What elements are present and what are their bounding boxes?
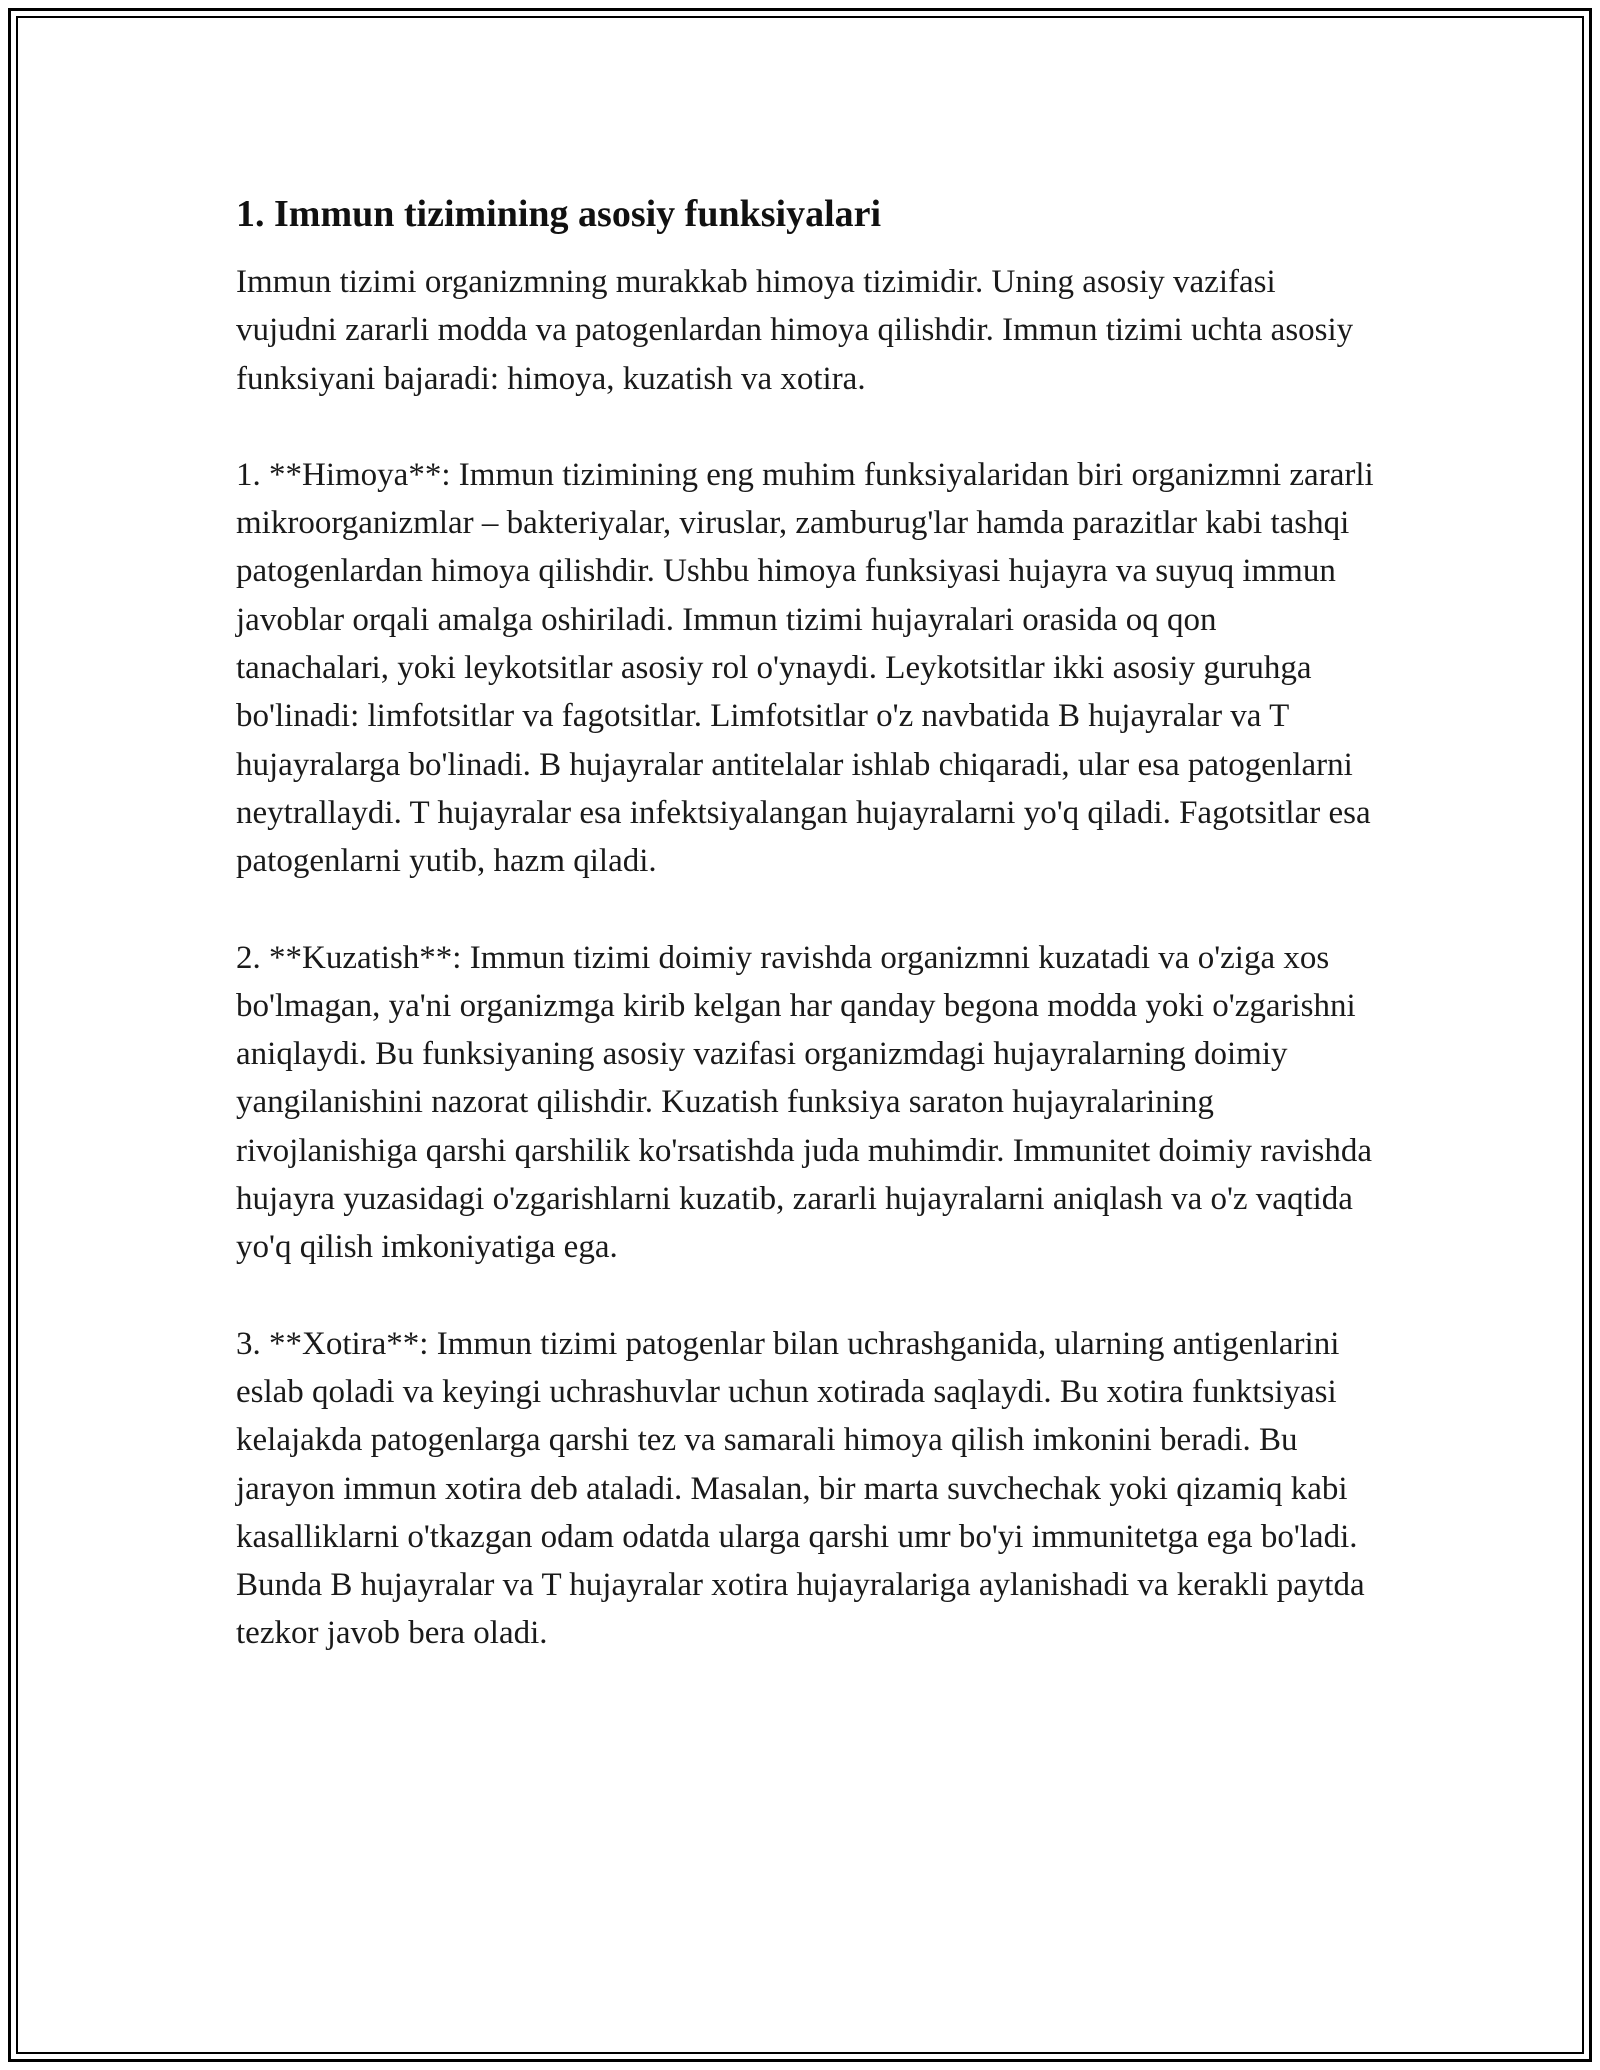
document-body bbox=[236, 188, 1376, 1706]
section-heading: 1. Immun tizimining asosiy funksiyalari bbox=[236, 193, 882, 235]
intro-paragraph: Immun tizimi organizmning murakkab himoya tizimidir. Uning asosiy vazifasi vujudni zararli modda va patogenlardan himoya qilishdir. Immun tizimi uchta asosiy funksiyani bajaradi: himoya, kuzatish va xotira. bbox=[236, 264, 1354, 397]
himoya-paragraph: 1. **Himoya**: Immun tizimining eng muhim funksiyalaridan biri organizmni zararli mikroorganizmlar – bakteriyalar, viruslar, zamburug'lar hamda parazitlar kabi tashqi patogenlardan himoya qilishdir. Ushbu himoya funksiyasi hujayra va suyuq immun javoblar orqali amalga oshiriladi. Immun tizimi hujayralari orasida oq qon tanachalari, yoki leykotsitlar asosiy rol o'ynaydi. Leykotsitlar ikki asosiy guruhga bo'linadi: limfotsitlar va fagotsitlar. Limfotsitlar o'z navbatida B hujayralar va T hujayralarga bo'linadi. B hujayralar antitelalar ishlab chiqaradi, ular esa patogenlarni neytrallaydi. T hujayralar esa infektsiyalangan hujayralarni yo'q qiladi. Fagotsitlar esa patogenlarni yutib, hazm qiladi. bbox=[236, 456, 1374, 880]
kuzatish-paragraph: 2. **Kuzatish**: Immun tizimi doimiy ravishda organizmni kuzatadi va o'ziga xos bo'lmagan, ya'ni organizmga kirib kelgan har qanday begona modda yoki o'zgarishni aniqlaydi. Bu funksiyaning asosiy vazifasi organizmdagi hujayralarning doimiy yangilanishini nazorat qilishdir. Kuzatish funksiya saraton hujayralarining rivojlanishiga qarshi qarshilik ko'rsatishda juda muhimdir. Immunitet doimiy ravishda hujayra yuzasidagi o'zgarishlarni kuzatib, zararli hujayralarni aniqlash va o'z vaqtida yo'q qilish imkoniyatiga ega. bbox=[236, 939, 1373, 1266]
xotira-paragraph: 3. **Xotira**: Immun tizimi patogenlar bilan uchrashganida, ularning antigenlarini eslab qoladi va keyingi uchrashuvlar uchun xotirada saqlaydi. Bu xotira funktsiyasi kelajakda patogenlarga qarshi tez va samarali himoya qilish imkonini beradi. Bu jarayon immun xotira deb ataladi. Masalan, bir marta suvchechak yoki qizamiq kabi kasalliklarni o'tkazgan odam odatda ularga qarshi umr bo'yi immunitetga ega bo'ladi. Bunda B hujayralar va T hujayralar xotira hujayralariga aylanishadi va kerakli paytda tezkor javob bera oladi. bbox=[236, 1325, 1365, 1652]
